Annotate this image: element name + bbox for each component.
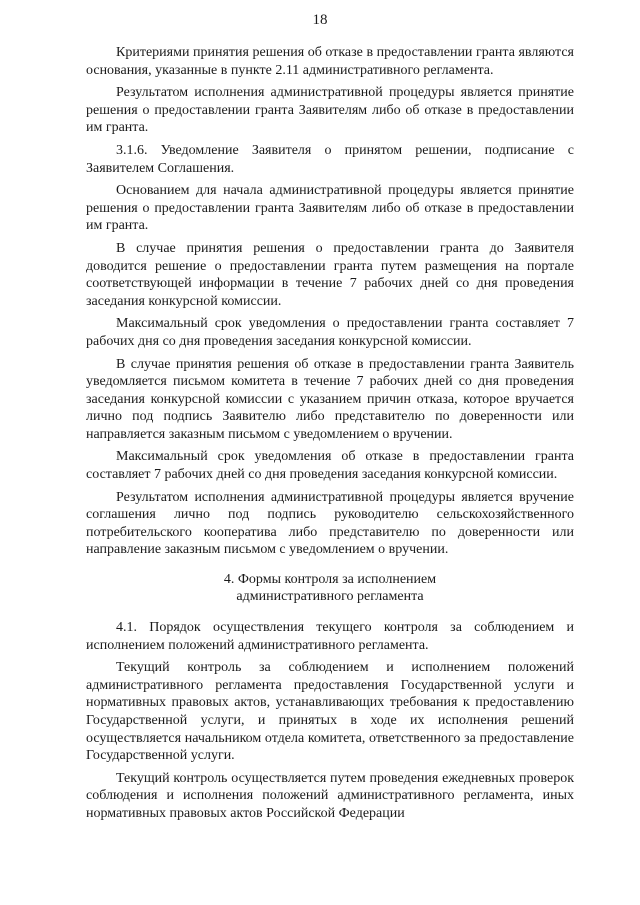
document-body [86,44,574,828]
paragraph: 3.1.6. Уведомление Заявителя о принятом решении, подписание с Заявителем Соглашения. [86,142,574,176]
paragraph: Максимальный срок уведомления об отказе в предоставлении гранта составляет 7 рабочих дней со дня проведения заседания конкурсной комиссии. [86,449,574,483]
paragraph: В случае принятия решения об отказе в предоставлении гранта Заявитель уведомляется письмом комитета в течение 7 рабочих дней со дня проведения заседания конкурсной комиссии с указанием причин отказа, которое вручается лично под подпись Заявителю либо представителю по доверенности или направляется заказным письмом с уведомлением о вручении. [86,356,574,442]
paragraph: Основанием для начала административной процедуры является принятие решения о предоставлении гранта Заявителям либо об отказе в предоставлении им гранта. [86,183,574,234]
paragraph: Текущий контроль за соблюдением и исполнением положений административного регламента предоставления Государственной услуги и нормативных правовых актов, устанавливающих требования к предоставлению Государственной услуги, и принятых в ходе их исполнения решений осуществляется начальником отдела комитета, ответственного за предоставление Государственной услуги. [86,660,574,764]
paragraph: В случае принятия решения о предоставлении гранта до Заявителя доводится решение о предоставлении гранта путем размещения на портале соответствующей информации в течение 7 рабочих дней со дня проведения заседания конкурсной комиссии. [86,240,574,309]
paragraph: Результатом исполнения административной процедуры является вручение соглашения лично под подпись руководителю сельскохозяйственного потребительского кооператива либо представителю по доверенности или направление заказным письмом с уведомлением о вручении. [86,489,574,558]
page-number: 18 [312,12,328,28]
paragraph: Максимальный срок уведомления о предоставлении гранта составляет 7 рабочих дня со дня проведения заседания конкурсной комиссии. [86,316,574,349]
paragraph: Результатом исполнения административной процедуры является принятие решения о предоставлении гранта Заявителям либо об отказе в предоставлении им гранта. [86,85,574,136]
section-heading-line-1: 4. Формы контроля за исполнением [223,572,437,588]
section-heading-line-2: административного регламента [236,589,424,605]
paragraph: Критериями принятия решения об отказе в предоставлении гранта являются основания, указанные в пункте 2.11 административного регламента. [86,45,574,78]
section-heading [86,571,574,605]
paragraph: Текущий контроль осуществляется путем проведения ежедневных проверок соблюдения и исполнения положений административного регламента, иных нормативных правовых актов Российской Федерации [86,770,574,821]
paragraph: 4.1. Порядок осуществления текущего контроля за соблюдением и исполнением положений административного регламента. [86,620,574,653]
